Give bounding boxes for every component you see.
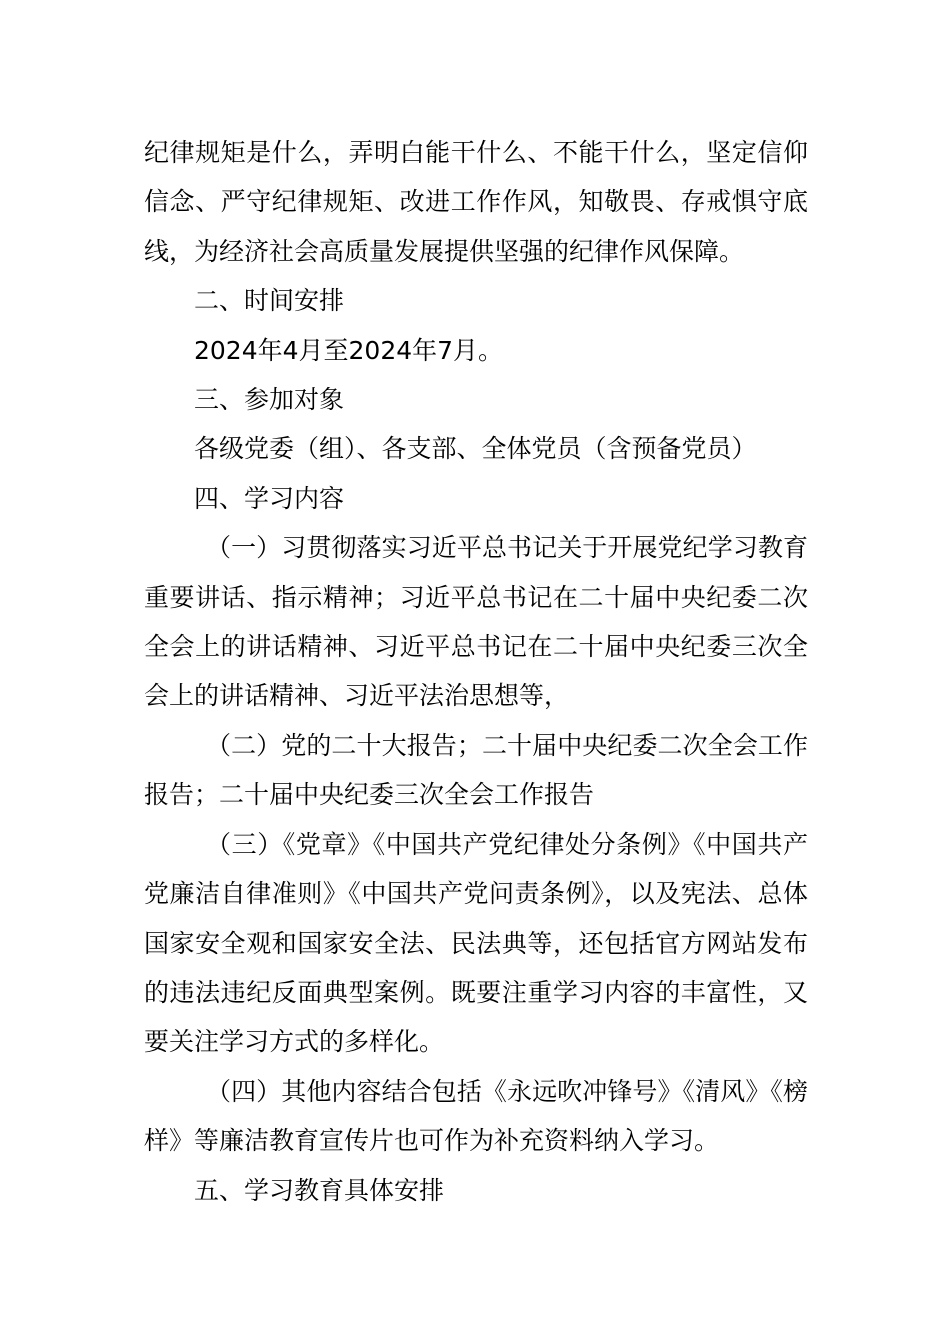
paragraph-content-item-1: （一）习贯彻落实习近平总书记关于开展党纪学习教育重要讲话、指示精神；习近平总书记在二十届中央纪委二次全会上的讲话精神、习近平总书记在二十届中央纪委三次全会上的讲话精神、习近平法治思想等， xyxy=(144,533,808,711)
paragraph-content-item-4: （四）其他内容结合包括《永远吹冲锋号》《清风》《榜样》等廉洁教育宣传片也可作为补充资料纳入学习。 xyxy=(144,1076,808,1156)
paragraph-content-item-3: （三）《党章》《中国共产党纪律处分条例》《中国共产党廉洁自律准则》《中国共产党问责条例》，以及宪法、总体国家安全观和国家安全法、民法典等，还包括官方网站发布的违法违纪反面典型案例。既要注重学习内容的丰富性，又要关注学习方式的多样化。 xyxy=(144,829,808,1057)
section-heading-content: 四、学习内容 xyxy=(194,483,345,513)
section-heading-participants: 三、参加对象 xyxy=(194,385,345,415)
section-heading-time: 二、时间安排 xyxy=(194,286,345,316)
paragraph-time-range: 2024年4月至2024年7月。 xyxy=(194,335,504,365)
paragraph-continuation: 纪律规矩是什么，弄明白能干什么、不能干什么，坚定信仰信念、严守纪律规矩、改进工作作风，知敬畏、存戒惧守底线，为经济社会高质量发展提供坚强的纪律作风保障。 xyxy=(144,138,808,266)
paragraph-content-item-2: （二）党的二十大报告；二十届中央纪委二次全会工作报告；二十届中央纪委三次全会工作报告 xyxy=(144,730,808,810)
paragraph-participants: 各级党委（组）、各支部、全体党员（含预备党员） xyxy=(194,434,757,464)
document-body xyxy=(144,128,808,1215)
section-heading-schedule: 五、学习教育具体安排 xyxy=(194,1175,445,1205)
